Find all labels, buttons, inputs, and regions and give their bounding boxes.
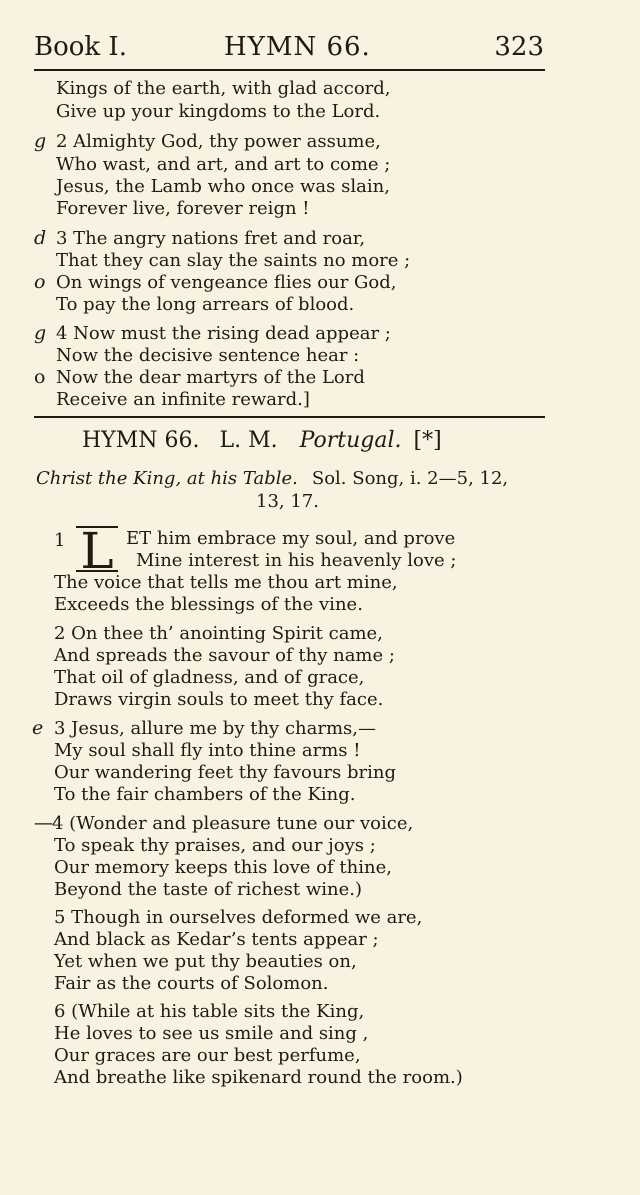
verse-line: Now the decisive sentence hear :	[56, 345, 360, 366]
section-rule	[34, 416, 545, 418]
verse-line: Fair as the courts of Solomon.	[54, 973, 329, 994]
dynamic-mark: e	[32, 717, 44, 739]
verse-line: 2 On thee th’ anointing Spirit came,	[54, 623, 383, 644]
verse-line: And spreads the savour of thy name ;	[54, 645, 395, 666]
scripture-reference: Sol. Song, i. 2—5, 12,	[311, 468, 509, 489]
book-label: Book I.	[34, 32, 127, 62]
verse-line: 5 Though in ourselves deformed we are,	[54, 907, 423, 928]
verse-line: Jesus, the Lamb who once was slain,	[56, 176, 390, 197]
verse-line: 4 (Wonder and pleasure tune our voice,	[52, 813, 414, 834]
hymn-number: HYMN 66.	[82, 428, 200, 453]
hymn-tune: Portugal.	[299, 428, 402, 453]
dynamic-mark: g	[34, 322, 47, 344]
verse-line: Receive an infinite reward.]	[56, 389, 310, 410]
verse-line: Forever live, forever reign !	[56, 198, 310, 219]
header-hymn-number: HYMN 66.	[224, 32, 371, 62]
verse-line: ET him embrace my soul, and prove	[126, 528, 456, 549]
header-rule	[34, 69, 545, 71]
verse-line: Who wast, and art, and art to come ;	[56, 154, 391, 175]
verse-line: Kings of the earth, with glad accord,	[56, 78, 391, 99]
verse-line: 3 The angry nations fret and roar,	[56, 228, 366, 249]
verse-line: 6 (While at his table sits the King,	[54, 1001, 365, 1022]
verse-line: 2 Almighty God, thy power assume,	[56, 131, 381, 152]
hymn-meter: L. M.	[219, 428, 278, 453]
dynamic-mark: g	[34, 130, 47, 152]
dynamic-mark: o	[34, 366, 46, 388]
verse-line: Mine interest in his heavenly love ;	[136, 550, 457, 571]
verse-line: Beyond the taste of richest wine.)	[54, 879, 362, 900]
running-header	[34, 32, 544, 66]
verse-line: Yet when we put thy beauties on,	[54, 951, 357, 972]
verse-line: The voice that tells me thou art mine,	[54, 572, 398, 593]
drop-cap: L	[76, 526, 118, 572]
verse-line: And breathe like spikenard round the room.)	[54, 1067, 463, 1088]
verse-line: And black as Kedar’s tents appear ;	[54, 929, 379, 950]
hymn-title	[82, 428, 442, 453]
verse-line: To speak thy praises, and our joys ;	[54, 835, 376, 856]
verse-line: That they can slay the saints no more ;	[56, 250, 411, 271]
verse-number: 1	[54, 530, 66, 551]
dynamic-mark: —	[34, 812, 53, 834]
verse-line: He loves to see us smile and sing ,	[54, 1023, 369, 1044]
reference-mark: [*]	[413, 428, 442, 453]
verse-line: Our memory keeps this love of thine,	[54, 857, 392, 878]
verse-line: On wings of vengeance flies our God,	[56, 272, 397, 293]
verse-line: Give up your kingdoms to the Lord.	[56, 101, 381, 122]
dynamic-mark: o	[34, 271, 46, 293]
verse-line: Now the dear martyrs of the Lord	[56, 367, 365, 388]
verse-line: Our graces are our best perfume,	[54, 1045, 361, 1066]
verse-line: To the fair chambers of the King.	[54, 784, 356, 805]
verse-line: Draws virgin souls to meet thy face.	[54, 689, 384, 710]
hymn-subtitle	[36, 468, 508, 489]
verse-line: My soul shall fly into thine arms !	[54, 740, 361, 761]
verse-line: 3 Jesus, allure me by thy charms,—	[54, 718, 376, 739]
verse-line: To pay the long arrears of blood.	[56, 294, 355, 315]
scripture-reference-continued: 13, 17.	[256, 491, 319, 512]
verse-line: Exceeds the blessings of the vine.	[54, 594, 363, 615]
verse-line: That oil of gladness, and of grace,	[54, 667, 365, 688]
verse-line: 4 Now must the rising dead appear ;	[56, 323, 391, 344]
hymn-theme: Christ the King, at his Table.	[36, 468, 298, 489]
page-number: 323	[494, 32, 544, 62]
dynamic-mark: d	[34, 227, 47, 249]
verse-line: Our wandering feet thy favours bring	[54, 762, 396, 783]
